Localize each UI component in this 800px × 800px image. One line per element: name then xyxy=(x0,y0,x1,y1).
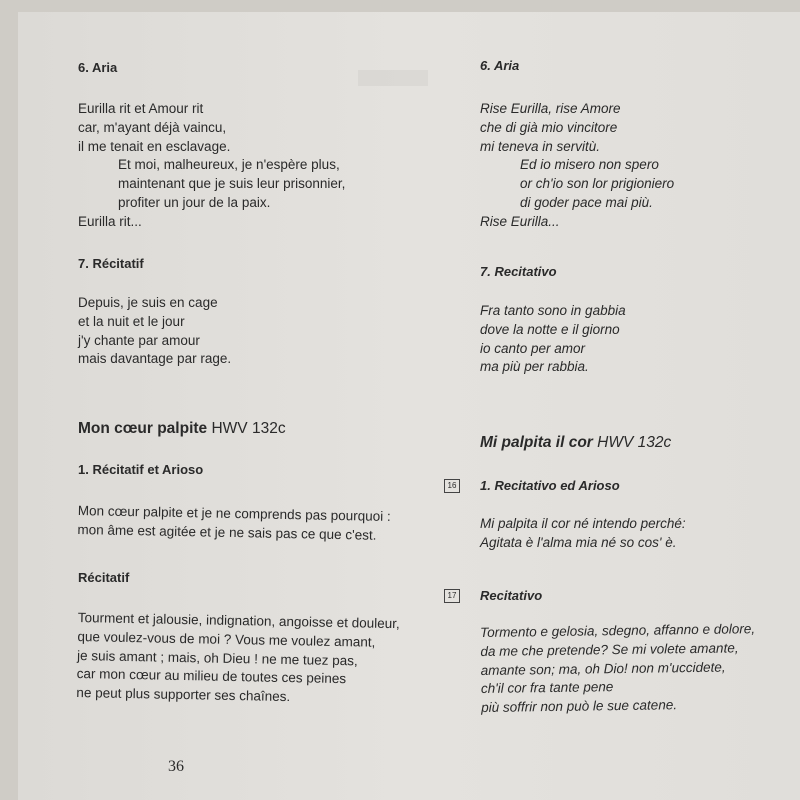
work-catalog-number: HWV 132c xyxy=(211,420,286,437)
booklet-page xyxy=(18,12,800,800)
verse-line: amante son; ma, oh Dio! non m'uccidete, xyxy=(480,659,726,678)
work-title-text: Mon cœur palpite xyxy=(78,420,208,437)
aria-heading: 6. Aria xyxy=(78,60,118,75)
section1-heading xyxy=(447,478,620,493)
section1-heading-text: 1. Recitativo ed Arioso xyxy=(480,478,620,493)
verse-line: Eurilla rit... xyxy=(78,213,142,229)
aria-verse xyxy=(78,100,345,232)
verse-line: più soffrir non può le sue catene. xyxy=(481,697,678,716)
section2-heading xyxy=(447,588,543,603)
recit-heading: 7. Récitatif xyxy=(78,256,144,271)
recit-heading: 7. Recitativo xyxy=(480,264,557,279)
verse-line: il me tenait en esclavage. xyxy=(78,138,231,154)
verse-line: Et moi, malheureux, je n'espère plus, xyxy=(118,157,340,173)
verse-line: Fra tanto sono in gabbia xyxy=(480,303,626,318)
verse-line: Eurilla rit et Amour rit xyxy=(78,101,204,116)
verse-line: Mi palpita il cor né intendo perché: xyxy=(480,516,686,531)
section2-heading: Récitatif xyxy=(78,570,130,585)
verse-line: mon âme est agitée et je ne sais pas ce que c'est. xyxy=(77,521,377,543)
work-title xyxy=(480,434,671,452)
verse-line: ch'il cor fra tante pene xyxy=(480,679,614,697)
section1-heading: 1. Récitatif et Arioso xyxy=(78,462,204,477)
verse-line: di goder pace mai più. xyxy=(520,194,653,210)
verse-line: profiter un jour de la paix. xyxy=(118,194,271,210)
bleed-through-text xyxy=(358,70,428,86)
verse-line: Ed io misero non spero xyxy=(520,157,659,173)
track-number-box: 16 xyxy=(444,479,460,493)
verse-line: da me che pretende? Se mi volete amante, xyxy=(480,640,739,659)
page-number: 36 xyxy=(168,758,184,775)
verse-line: maintenant que je suis leur prisonnier, xyxy=(118,176,346,192)
section1-verse xyxy=(480,515,686,553)
verse-line: que voulez-vous de moi ? Vous me voulez amant, xyxy=(77,628,376,650)
section2-heading-text: Recitativo xyxy=(480,588,543,603)
verse-line: mi teneva in servitù. xyxy=(480,138,601,154)
work-title xyxy=(78,420,286,438)
verse-line: mais davantage par rage. xyxy=(78,351,232,367)
verse-line: or ch'io son lor prigioniero xyxy=(520,176,675,192)
recit-verse xyxy=(480,302,626,377)
verse-line: car, m'ayant déjà vaincu, xyxy=(78,119,227,135)
verse-line: ne peut plus supporter ses chaînes. xyxy=(76,685,291,705)
verse-line: Mon cœur palpite et je ne comprends pas pourquoi : xyxy=(77,502,391,525)
verse-line: j'y chante par amour xyxy=(78,332,200,348)
recit-verse xyxy=(78,294,231,369)
verse-line: Tormento e gelosia, sdegno, affanno e dolore, xyxy=(480,621,756,640)
section2-verse xyxy=(76,609,400,709)
verse-line: et la nuit et le jour xyxy=(78,313,185,329)
verse-line: Rise Eurilla, rise Amore xyxy=(480,101,621,116)
verse-line: Depuis, je suis en cage xyxy=(78,295,218,310)
verse-line: car mon cœur au milieu de toutes ces peines xyxy=(76,666,347,687)
verse-line: ma più per rabbia. xyxy=(480,359,589,375)
work-catalog-number: HWV 132c xyxy=(597,434,672,451)
section1-verse xyxy=(77,502,391,546)
track-number-box: 17 xyxy=(444,589,460,603)
verse-line: Tourment et jalousie, indignation, angoisse et douleur, xyxy=(77,609,400,632)
work-title-text: Mi palpita il cor xyxy=(480,434,593,451)
verse-line: io canto per amor xyxy=(480,340,586,356)
verse-line: dove la notte e il giorno xyxy=(480,321,620,337)
aria-heading: 6. Aria xyxy=(480,58,520,73)
aria-verse xyxy=(480,100,674,232)
section2-verse xyxy=(480,620,756,718)
verse-line: Rise Eurilla... xyxy=(480,213,560,229)
verse-line: je suis amant ; mais, oh Dieu ! ne me tuez pas, xyxy=(76,647,358,668)
verse-line: Agitata è l'alma mia né so cos' è. xyxy=(480,534,677,550)
verse-line: che di già mio vincitore xyxy=(480,119,618,135)
